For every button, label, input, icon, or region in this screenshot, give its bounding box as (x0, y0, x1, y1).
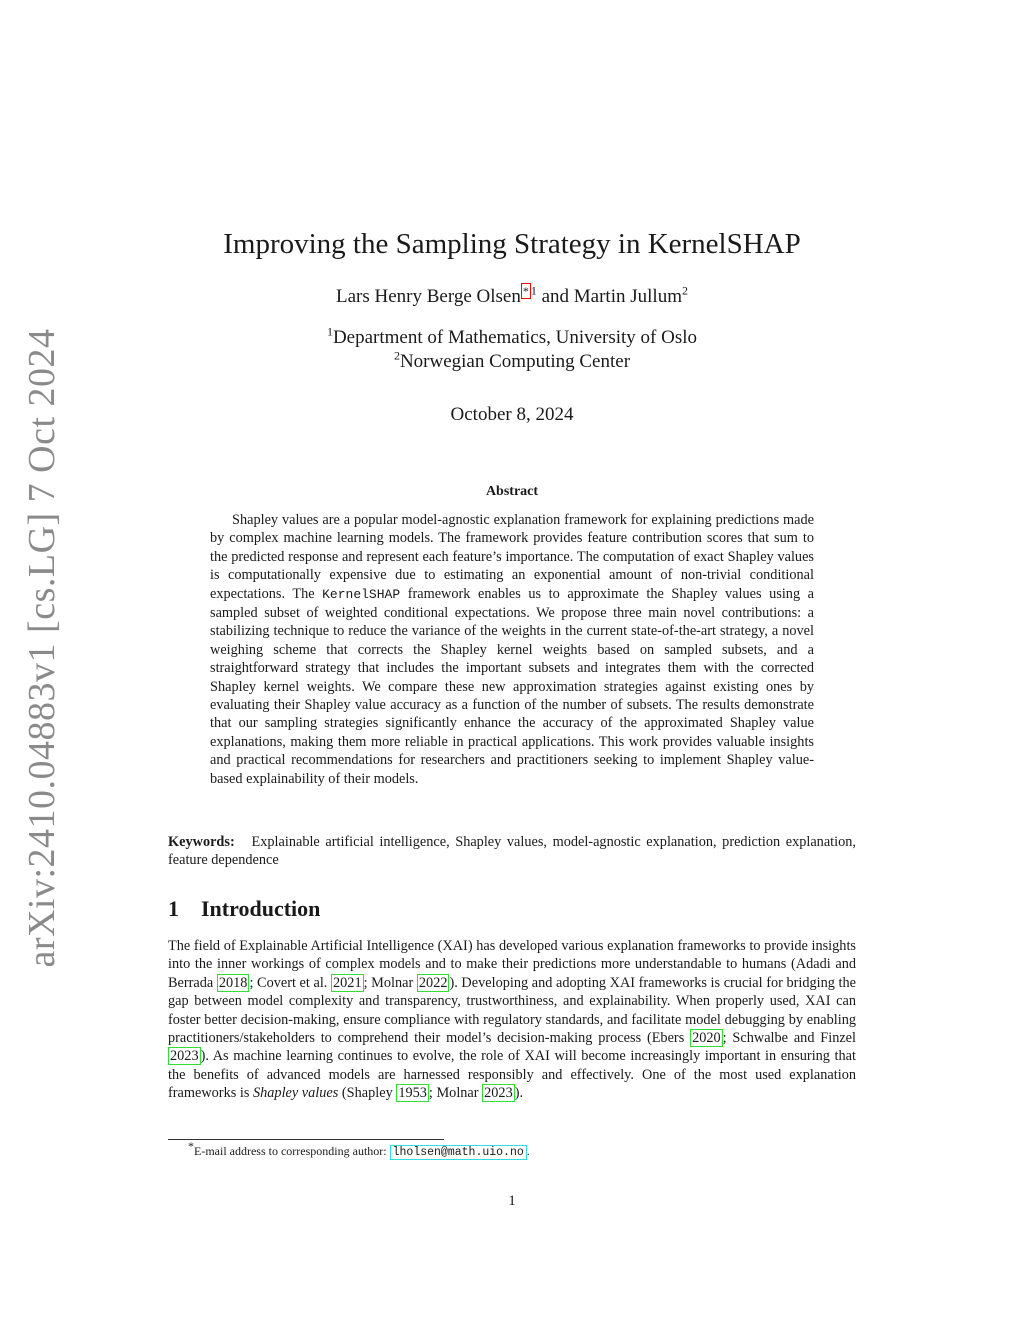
section-title: Introduction (201, 896, 321, 921)
footnote-link[interactable]: * (522, 283, 529, 298)
citation-link[interactable]: 2023 (170, 1048, 199, 1065)
author-1: Lars Henry Berge Olsen (336, 286, 521, 307)
author-line (0, 283, 1024, 308)
intro-text: ; Molnar (428, 1085, 483, 1102)
footnote (188, 1139, 530, 1159)
intro-text: ; Covert et al. (249, 974, 331, 991)
section-number: 1 (168, 896, 179, 921)
abstract-heading: Abstract (485, 484, 539, 499)
author-2: Martin Jullum (573, 286, 682, 307)
citation-link[interactable]: 2022 (418, 974, 448, 991)
keywords-label: Keywords: (168, 834, 235, 850)
abstract-body (210, 511, 814, 788)
footnote-rule (168, 1139, 444, 1140)
email-link[interactable]: lholsen@math.uio.no (390, 1145, 527, 1160)
keywords-text: Explainable artificial intelligence, Shapley values, model-agnostic explanation, prediction explanation, feature dependence (168, 834, 856, 869)
intro-text: ). (514, 1085, 524, 1102)
citation-link[interactable]: 2021 (333, 974, 362, 991)
affil-text: Department of Mathematics, University of Oslo (332, 327, 698, 348)
section-heading (168, 896, 320, 922)
paper-date: October 8, 2024 (450, 404, 574, 425)
citation-link[interactable]: 2023 (484, 1085, 513, 1102)
paper-title: Improving the Sampling Strategy in KernelSHAP (223, 228, 801, 260)
page-number: 1 (508, 1193, 516, 1209)
abstract-text: framework enables us to approximate the Shapley values using a sampled subset of weighted conditional expectations. We propose three main novel contributions: a stabilizing technique to reduce the variance of the weights in the current state-of-the-art strategy, a novel weighing scheme that corrects the Shapley kernel weights based on sampled subsets, and a straightforward strategy that includes the important subsets and integrates them with the corrected Shapley kernel weights. We compare these new approximation strategies against existing ones by evaluating their Shapley value accuracy as a function of the number of subsets. The results demonstrate that our sampling strategies significantly enhance the accuracy of the approximated Shapley value explanations, making them more reliable in practical applications. This work provides valuable insights and practical recommendations for researchers and practitioners seeking to implement Shapley value-based explainability of their models. (210, 585, 814, 787)
affiliations (0, 326, 1024, 374)
code-term: KernelSHAP (322, 586, 401, 602)
affil-num: 2 (393, 348, 400, 363)
author-connector: and (541, 286, 570, 307)
arxiv-identifier: arXiv:2410.04883v1 [cs.LG] 7 Oct 2024 (21, 328, 63, 968)
affil-mark: 2 (681, 283, 688, 298)
footnote-text: E-mail address to corresponding author: (194, 1144, 390, 1158)
citation-link[interactable]: 2018 (218, 974, 248, 991)
affil-mark: 1 (530, 283, 537, 298)
intro-text: ). As machine learning continues to evolve, the role of XAI will become increasingly important in ensuring that the benefits of advanced models are harnessed responsibly and effectively. One of the most used explanation frameworks is (168, 1048, 856, 1102)
intro-text: ). Developing and adopting XAI frameworks is crucial for bridging the gap between model complexity and transparency, trustworthiness, and explainability. When properly used, XAI can foster better decision-making, ensure compliance with regulatory standards, and facilitate model debugging by enabling practitioners/stakeholders to comprehend their model’s decision-making process (Ebers (168, 974, 857, 1047)
citation-link[interactable]: 1953 (398, 1085, 427, 1102)
emphasis: Shapley values (252, 1085, 339, 1102)
intro-text: ; Schwalbe and Finzel (722, 1030, 857, 1047)
affil-num: 1 (326, 324, 333, 339)
intro-text: The field of Explainable Artificial Intelligence (XAI) has developed various explanation frameworks to provide insights into the inner workings of complex models and to make their predictions more understandable to humans (Adadi and Berrada (168, 938, 856, 991)
intro-paragraph (168, 937, 856, 1103)
affiliation-2 (0, 350, 1024, 374)
abstract-text: Shapley values are a popular model-agnostic explanation framework for explaining predictions made by complex machine learning models. The framework provides feature contribution scores that sum to the predicted response and represent each feature’s importance. The computation of exact Shapley values is computationally expensive due to estimating an exponential amount of non-trivial conditional expectations. The (210, 512, 814, 602)
affil-text: Norwegian Computing Center (399, 351, 631, 372)
footnote-mark: * (188, 1139, 194, 1153)
footnote-end: . (526, 1144, 530, 1158)
keywords (168, 833, 856, 870)
affiliation-1 (0, 326, 1024, 350)
citation-link[interactable]: 2020 (692, 1030, 721, 1047)
intro-text: ; Molnar (363, 974, 417, 991)
intro-text: (Shapley (338, 1085, 397, 1102)
